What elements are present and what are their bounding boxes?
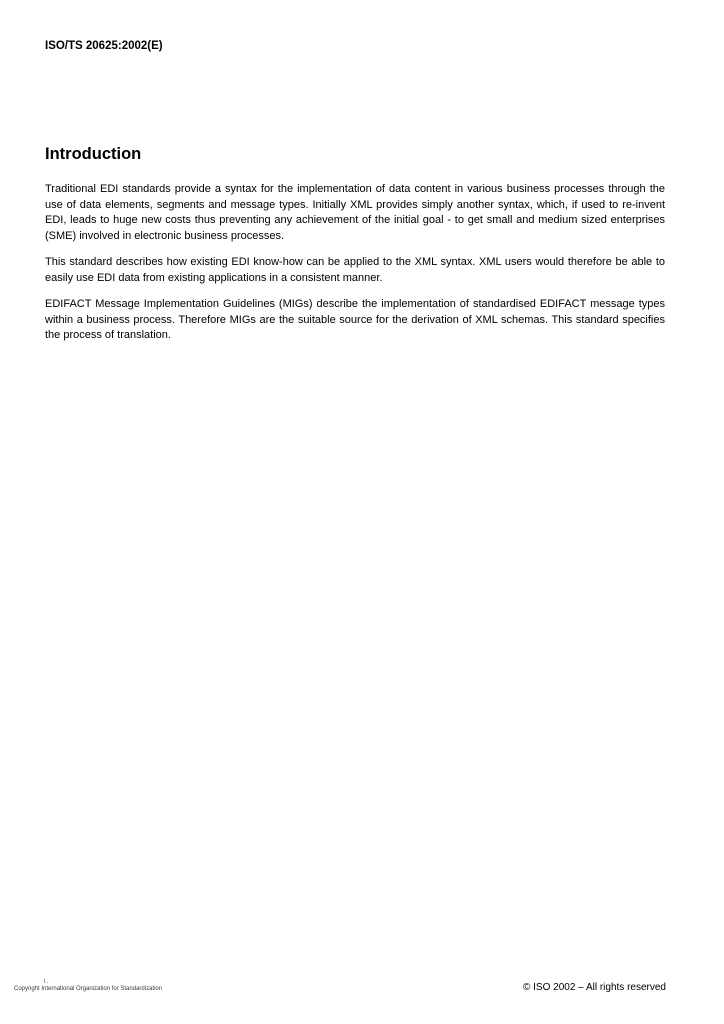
body-text — [45, 182, 665, 355]
paragraph: Traditional EDI standards provide a syntax for the implementation of data content in various business processes through the use of data elements, segments and message types. Initially XML provides simply another syntax, which, if used to re-invent EDI, leads to huge new costs thus preventing any achievement of the initial goal - to get small and medium sized enterprises (SME) involved in electronic business processes. — [45, 183, 665, 242]
document-identifier: ISO/TS 20625:2002(E) — [45, 40, 163, 52]
page-marker: i. — [44, 979, 49, 985]
paragraph: This standard describes how existing EDI know-how can be applied to the XML syntax. XML users would therefore be able to easily use EDI data from existing applications in a consistent manner. — [45, 256, 665, 284]
section-title: Introduction — [45, 145, 142, 163]
copyright-watermark — [14, 979, 163, 992]
watermark-text: Copyright International Organization for Standardization — [14, 986, 163, 992]
paragraph: EDIFACT Message Implementation Guidelines (MIGs) describe the implementation of standardised EDIFACT message types within a business process. Therefore MIGs are the suitable source for the derivation of XML schemas. This standard specifies the process of translation. — [45, 298, 665, 341]
copyright-notice: © ISO 2002 – All rights reserved — [523, 982, 666, 993]
